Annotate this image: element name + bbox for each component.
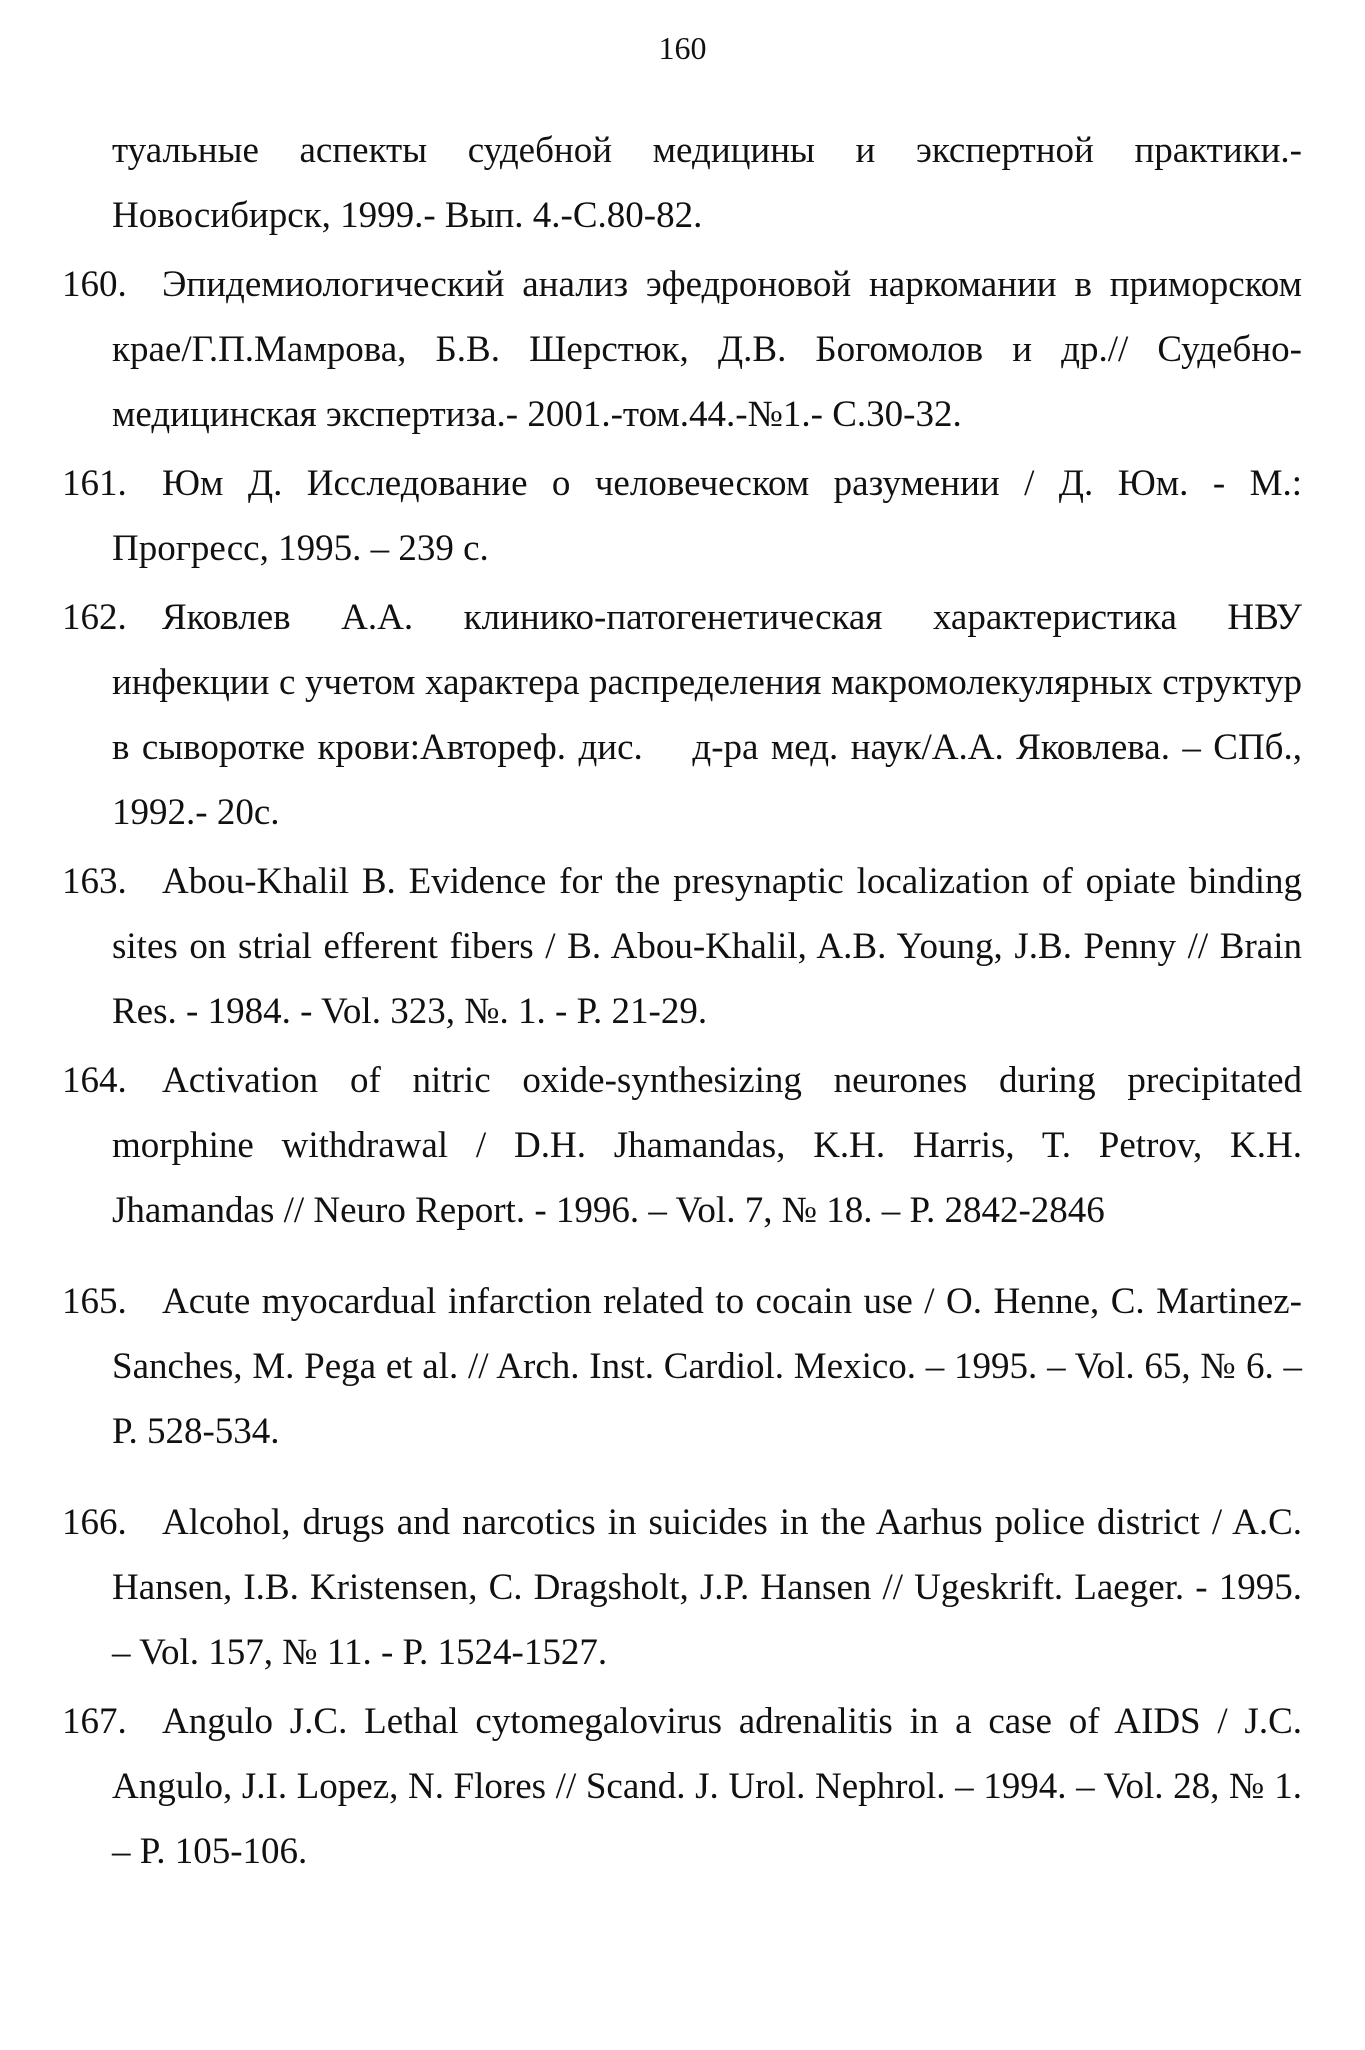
reference-item-163 — [62, 849, 1302, 1044]
reference-continuation — [62, 118, 1302, 248]
reference-number: 162. — [62, 597, 127, 638]
page-number: 160 — [658, 30, 707, 66]
reference-text: Angulo J.C. Lethal cytomegalovirus adrenalitis in a case of AIDS / J.C. Angulo, J.I. Lopez, N. Flores // Scand. J. Urol. Nephrol. – 1994. – Vol. 28, № 1. – P. 105-106. — [112, 1701, 1302, 1872]
reference-number: 166. — [62, 1502, 127, 1543]
reference-item-167 — [62, 1689, 1302, 1884]
reference-item-165 — [62, 1269, 1302, 1464]
reference-list — [62, 118, 1312, 1884]
reference-text: туальные аспекты судебной медицины и экспертной практики.- Новосибирск, 1999.- Вып. 4.-С.80-82. — [112, 130, 1302, 236]
reference-text: Acute myocardual infarction related to cocain use / O. Henne, C. Martinez-Sanches, M. Pega et al. // Arch. Inst. Cardiol. Mexico. – 1995. – Vol. 65, № 6. – P. 528-534. — [112, 1281, 1302, 1452]
reference-number: 161. — [62, 463, 127, 504]
reference-text: Эпидемиологический анализ эфедроновой наркомании в приморском крае/Г.П.Мамрова, Б.В. Шерстюк, Д.В. Богомолов и др.// Судебно-медицинская экспертиза.- 2001.-том.44.-№1.- С.30-32. — [112, 264, 1302, 435]
reference-number: 163. — [62, 861, 127, 902]
reference-text: Activation of nitric oxide-synthesizing neurones during precipitated morphine withdrawal / D.H. Jhamandas, K.H. Harris, T. Petrov, K.H. Jhamandas // Neuro Report. - 1996. – Vol. 7, № 18. – P. 2842-2846 — [112, 1060, 1302, 1231]
reference-text: Яковлев А.А. клинико-патогенетическая характеристика НВУ инфекции с учетом характера распределения макромолекулярных структур в сыворотке крови:Автореф. дис. д-ра мед. наук/А.А. Яковлева. – СПб., 1992.- 20с. — [112, 597, 1312, 833]
reference-text: Alcohol, drugs and narcotics in suicides in the Aarhus police district / A.C. Hansen, I.B. Kristensen, C. Dragsholt, J.P. Hansen // Ugeskrift. Laeger. - 1995. – Vol. 157, № 11. - P. 1524-1527. — [112, 1502, 1302, 1673]
reference-number: 164. — [62, 1060, 127, 1101]
reference-number: 160. — [62, 264, 127, 305]
reference-item-162 — [62, 585, 1312, 845]
reference-number: 167. — [62, 1701, 127, 1742]
reference-item-160 — [62, 252, 1302, 447]
reference-text: Abou-Khalil B. Evidence for the presynaptic localization of opiate binding sites on strial efferent fibers / B. Abou-Khalil, A.B. Young, J.B. Penny // Brain Res. - 1984. - Vol. 323, №. 1. - P. 21-29. — [112, 861, 1302, 1032]
reference-item-164 — [62, 1048, 1302, 1243]
reference-item-161 — [62, 451, 1302, 581]
reference-number: 165. — [62, 1281, 127, 1322]
reference-text: Юм Д. Исследование о человеческом разумении / Д. Юм. - М.: Прогресс, 1995. – 239 с. — [112, 463, 1302, 569]
reference-item-166 — [62, 1490, 1302, 1685]
